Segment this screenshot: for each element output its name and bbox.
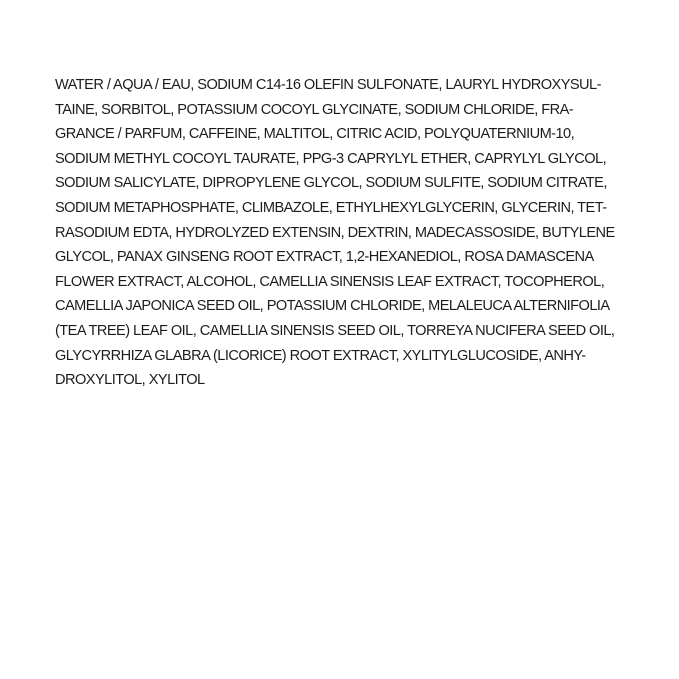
- ingredient-line: CAMELLIA JAPONICA SEED OIL, POTASSIUM CHLORIDE, MELALEUCA ALTERNIFOLIA: [55, 298, 610, 315]
- ingredient-line: GRANCE / PARFUM, CAFFEINE, MALTITOL, CITRIC ACID, POLYQUATERNIUM-10,: [55, 126, 575, 143]
- ingredient-line: FLOWER EXTRACT, ALCOHOL, CAMELLIA SINENSIS LEAF EXTRACT, TOCOPHEROL,: [55, 273, 605, 290]
- ingredient-line: SODIUM SALICYLATE, DIPROPYLENE GLYCOL, SODIUM SULFITE, SODIUM CITRATE,: [55, 175, 607, 192]
- ingredient-list: [55, 73, 635, 393]
- ingredient-line: WATER / AQUA / EAU, SODIUM C14-16 OLEFIN SULFONATE, LAURYL HYDROXYSUL-: [55, 77, 601, 93]
- ingredient-line: GLYCYRRHIZA GLABRA (LICORICE) ROOT EXTRACT, XYLITYLGLUCOSIDE, ANHY-: [55, 347, 586, 364]
- ingredient-line: (TEA TREE) LEAF OIL, CAMELLIA SINENSIS SEED OIL, TORREYA NUCIFERA SEED OIL,: [55, 322, 615, 339]
- ingredient-line: RASODIUM EDTA, HYDROLYZED EXTENSIN, DEXTRIN, MADECASSOSIDE, BUTYLENE: [55, 224, 615, 241]
- ingredient-line: GLYCOL, PANAX GINSENG ROOT EXTRACT, 1,2-HEXANEDIOL, ROSA DAMASCENA: [55, 249, 594, 266]
- ingredient-line: TAINE, SORBITOL, POTASSIUM COCOYL GLYCINATE, SODIUM CHLORIDE, FRA-: [55, 101, 574, 118]
- ingredient-line: SODIUM METHYL COCOYL TAURATE, PPG-3 CAPRYLYL ETHER, CAPRYLYL GLYCOL,: [55, 150, 607, 167]
- ingredient-line: SODIUM METAPHOSPHATE, CLIMBAZOLE, ETHYLHEXYLGLYCERIN, GLYCERIN, TET-: [55, 199, 607, 216]
- ingredient-line: DROXYLITOL, XYLITOL: [55, 372, 205, 389]
